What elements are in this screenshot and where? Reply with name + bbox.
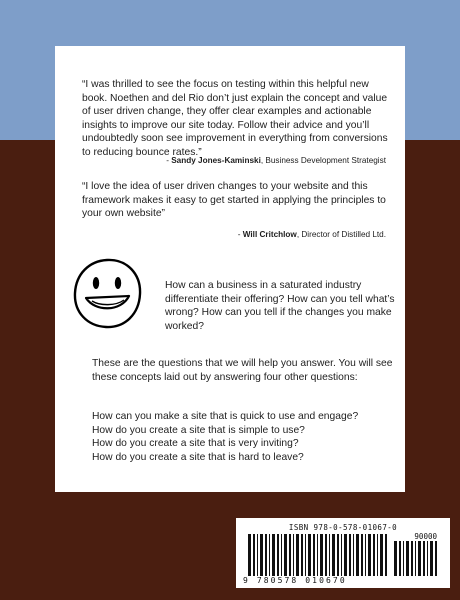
barcode-bar [325,534,327,576]
barcode-bar [289,534,291,576]
barcode-bar [368,534,371,576]
barcode-bar [308,534,311,576]
barcode-bar [253,534,255,576]
barcode-bar [403,541,404,576]
barcode-bar [435,541,437,576]
barcode-bar [272,534,275,576]
barcode-bar [411,541,413,576]
ean-digits: 9 780578 010670 [243,576,347,585]
back-cover-panel [55,46,405,492]
barcode-bar [356,534,359,576]
testimonial-quote-1: “I was thrilled to see the focus on testing within this helpful new book. Noethen and del Rio don’t just explain the concept and value of user driven change, they offer clear examples and actionable insights to improve our site today. Follow their advice and you’ll undoubtedly soon see improvement in everything from conversions to reducing bounce rates.” [82,79,388,158]
barcode-bar [373,534,375,576]
isbn-barcode-box [236,518,450,588]
barcode-bar [329,534,330,576]
barcode-bar [281,534,282,576]
question-item: How can you make a site that is quick to use and engage? [92,411,359,422]
barcode-bar [365,534,366,576]
intro-questions-text: How can a business in a saturated industry differentiate their offering? How can you tell what’s wrong? How can you tell if the changes you make worked? [165,280,395,332]
barcode-bar [427,541,428,576]
barcode-bar [399,541,401,576]
barcode-bar [418,541,421,576]
price-code: 90000 [414,532,437,541]
questions-list [92,410,397,464]
barcode-bar [415,541,416,576]
barcode-bar [423,541,425,576]
barcode-bar [260,534,263,576]
barcode-bar [301,534,303,576]
testimonial-role-2: , Director of Distilled Ltd. [296,230,386,239]
isbn-number: ISBN 978-0-578-01067-0 [288,523,398,532]
barcode-bar [320,534,323,576]
testimonial-quote-2: “I love the idea of user driven changes to your website and this framework makes it easy to get started in applying the principles to your own website” [82,181,386,220]
barcode-bar [406,541,409,576]
attribution-dash: - [166,156,172,165]
barcode-bar [349,534,351,576]
smiley-face-icon [67,254,147,334]
barcode-bar [344,534,347,576]
barcode-bar [296,534,299,576]
testimonial-attribution-2 [238,230,386,239]
barcode-bar [317,534,318,576]
testimonial-role-1: , Business Development Strategist [260,156,386,165]
barcode-bar [430,541,433,576]
testimonial-name-2: Will Critchlow [242,230,297,239]
question-item: How do you create a site that is very inviting? [92,438,299,450]
barcode-bar [341,534,342,576]
testimonial-attribution-1 [166,156,386,165]
barcode-bar [269,534,270,576]
barcode-bar [305,534,306,576]
barcode-bar [293,534,294,576]
barcode-bar [332,534,335,576]
barcode-bar [394,541,397,576]
barcode-bar [313,534,315,576]
attribution-dash: - [237,230,243,239]
barcode-bar [361,534,363,576]
barcode-bar [380,534,383,576]
barcode-bar [248,534,251,576]
question-item: How do you create a site that is hard to leave? [92,451,304,463]
testimonial-name-1: Sandy Jones-Kaminski [171,156,261,165]
answer-paragraph: These are the questions that we will help you answer. You will see these concepts laid out by answering four other questions: [92,358,393,383]
barcode-bar [337,534,339,576]
barcode-bar [257,534,258,576]
barcode-bar [284,534,287,576]
question-item: How do you create a site that is simple to use? [92,424,305,436]
barcode-bar [353,534,354,576]
barcode-bar [385,534,387,576]
barcode-bar [265,534,267,576]
barcode-bar [377,534,378,576]
barcode-bar [277,534,279,576]
